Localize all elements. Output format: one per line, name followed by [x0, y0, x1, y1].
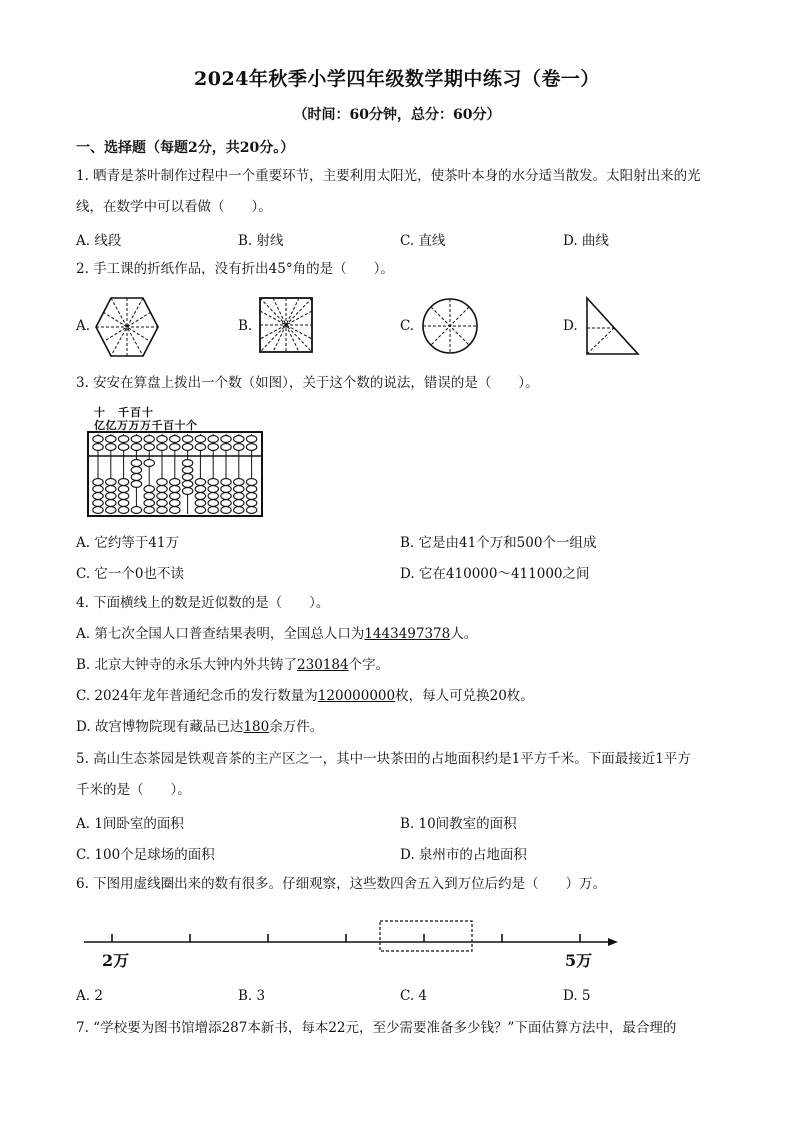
abacus-bead: [246, 444, 256, 451]
abacus-bead: [118, 444, 128, 451]
abacus-bead: [93, 493, 103, 500]
abacus-bead: [182, 436, 192, 443]
abacus-bottom-labels: 亿亿万万万千百十个: [94, 419, 198, 432]
number-line-right-label: 5万: [565, 951, 593, 970]
q3-option-c: C. 它一个0也不读: [76, 566, 185, 582]
abacus-bead: [106, 479, 116, 486]
q3-option-b: B. 它是由41个万和500个一组成: [400, 535, 597, 551]
abacus-bead: [246, 486, 256, 493]
q4-stem: 4. 下面横线上的数是近似数的是（ ）。: [76, 595, 330, 611]
abacus-bead: [195, 507, 205, 514]
abacus-bead: [131, 460, 141, 467]
abacus-bead: [208, 444, 218, 451]
q5-stem-line1: 5. 高山生态茶园是铁观音茶的主产区之一，其中一块茶田的占地面积约是1平方千米。下面最接近1平方: [76, 751, 691, 767]
q4-b-number: 230184: [297, 657, 349, 673]
abacus-bead: [106, 436, 116, 443]
number-line-figure: [80, 915, 620, 955]
q5-option-a: A. 1间卧室的面积: [76, 816, 184, 832]
abacus-bead: [221, 493, 231, 500]
q4-a-number: 1443497378: [364, 626, 451, 642]
abacus-top-labels: 十 千百十: [94, 406, 154, 419]
abacus-bead: [144, 460, 154, 467]
q6-option-d: D. 5: [563, 988, 591, 1004]
q2-stem: 2. 手工课的折纸作品，没有折出45°角的是（ ）。: [76, 261, 394, 277]
abacus-bead: [144, 444, 154, 451]
abacus-bead: [118, 486, 128, 493]
abacus-bead: [144, 507, 154, 514]
abacus-bead: [221, 507, 231, 514]
abacus-bead: [234, 507, 244, 514]
abacus-bead: [246, 500, 256, 507]
abacus-bead: [195, 493, 205, 500]
q4-option-a: A. 第七次全国人口普查结果表明，全国总人口为1443497378人。: [76, 626, 478, 642]
abacus-bead: [208, 500, 218, 507]
abacus-bead: [157, 493, 167, 500]
abacus-bead: [118, 479, 128, 486]
abacus-bead: [144, 436, 154, 443]
q6-option-a: A. 2: [76, 988, 103, 1004]
abacus-bead: [157, 507, 167, 514]
q1-option-d: D. 曲线: [563, 233, 609, 249]
abacus-bead: [221, 479, 231, 486]
q2-label-b: B.: [238, 318, 253, 334]
abacus-bead: [208, 436, 218, 443]
q7-stem-line1: 7. “学校要为图书馆增添287本新书，每本22元，至少需要准备多少钱？”下面估算方法中，最合理的: [76, 1020, 677, 1036]
q1-option-a: A. 线段: [76, 233, 122, 249]
q2-label-c: C.: [400, 318, 415, 334]
abacus-bead: [234, 493, 244, 500]
abacus-bead: [208, 479, 218, 486]
abacus-bead: [170, 444, 180, 451]
q2-label-d: D.: [563, 318, 578, 334]
abacus-bead: [221, 486, 231, 493]
q4-d-number: 180: [243, 719, 270, 735]
abacus-bead: [118, 507, 128, 514]
abacus-bead: [106, 507, 116, 514]
q1-option-b: B. 射线: [238, 233, 284, 249]
abacus-bead: [93, 500, 103, 507]
abacus-bead: [221, 436, 231, 443]
q6-stem: 6. 下图用虚线圈出来的数有很多。仔细观察，这些数四舍五入到万位后约是（ ）万。: [76, 876, 607, 892]
abacus-bead: [170, 479, 180, 486]
abacus-bead: [208, 507, 218, 514]
abacus-bead: [182, 481, 192, 488]
abacus-bead: [118, 493, 128, 500]
abacus-bead: [131, 444, 141, 451]
q2-label-a: A.: [76, 318, 91, 334]
abacus-bead: [157, 479, 167, 486]
number-line-left-label: 2万: [102, 951, 130, 970]
abacus-figure: [86, 430, 268, 522]
abacus-bead: [234, 479, 244, 486]
abacus-bead: [182, 444, 192, 451]
abacus-bead: [221, 500, 231, 507]
abacus-bead: [182, 460, 192, 467]
abacus-bead: [106, 444, 116, 451]
abacus-bead: [118, 500, 128, 507]
abacus-bead: [195, 479, 205, 486]
abacus-bead: [157, 444, 167, 451]
abacus-bead: [195, 436, 205, 443]
q1-option-c: C. 直线: [400, 233, 446, 249]
abacus-bead: [118, 436, 128, 443]
abacus-bead: [106, 486, 116, 493]
abacus-bead: [106, 493, 116, 500]
abacus-bead: [170, 486, 180, 493]
abacus-bead: [144, 493, 154, 500]
abacus-bead: [246, 507, 256, 514]
abacus-bead: [170, 500, 180, 507]
abacus-bead: [170, 436, 180, 443]
q6-option-b: B. 3: [238, 988, 266, 1004]
q3-option-d: D. 它在410000～411000之间: [400, 566, 590, 582]
q3-option-a: A. 它约等于41万: [76, 535, 180, 551]
abacus-bead: [182, 488, 192, 495]
abacus-bead: [106, 500, 116, 507]
q2-circle-figure: [420, 296, 480, 356]
abacus-bead: [131, 467, 141, 474]
q1-stem-line2: 线，在数学中可以看做（ ）。: [76, 199, 272, 215]
abacus-bead: [157, 436, 167, 443]
page-title: 2024年秋季小学四年级数学期中练习（卷一）: [194, 68, 600, 90]
abacus-bead: [234, 486, 244, 493]
abacus-bead: [93, 479, 103, 486]
q4-option-b: B. 北京大钟寺的永乐大钟内外共铸了230184个字。: [76, 657, 390, 673]
abacus-bead: [93, 507, 103, 514]
abacus-bead: [93, 444, 103, 451]
abacus-bead: [144, 500, 154, 507]
q5-option-d: D. 泉州市的占地面积: [400, 847, 527, 863]
q5-option-c: C. 100个足球场的面积: [76, 847, 215, 863]
abacus-bead: [208, 486, 218, 493]
q2-triangle-figure: [582, 296, 642, 358]
abacus-bead: [182, 474, 192, 481]
abacus-bead: [208, 493, 218, 500]
q4-option-c: C. 2024年龙年普通纪念币的发行数量为120000000枚，每人可兑换20枚。: [76, 688, 534, 704]
q2-hexagon-figure: [94, 296, 160, 358]
abacus-bead: [221, 444, 231, 451]
abacus-bead: [234, 444, 244, 451]
abacus-bead: [234, 436, 244, 443]
q5-option-b: B. 10间教室的面积: [400, 816, 517, 832]
abacus-bead: [234, 500, 244, 507]
abacus-bead: [246, 436, 256, 443]
q4-c-number: 120000000: [317, 688, 396, 704]
q6-option-c: C. 4: [400, 988, 428, 1004]
abacus-bead: [131, 474, 141, 481]
q2-square-figure: [258, 296, 314, 354]
abacus-bead: [131, 436, 141, 443]
q3-stem: 3. 安安在算盘上拨出一个数（如图），关于这个数的说法，错误的是（ ）。: [76, 375, 539, 391]
abacus-bead: [182, 467, 192, 474]
abacus-bead: [170, 507, 180, 514]
page-subtitle: （时间：60分钟，总分：60分）: [293, 107, 501, 123]
abacus-bead: [157, 486, 167, 493]
abacus-bead: [170, 493, 180, 500]
abacus-bead: [195, 444, 205, 451]
abacus-bead: [195, 500, 205, 507]
abacus-bead: [195, 486, 205, 493]
abacus-bead: [93, 486, 103, 493]
abacus-bead: [246, 479, 256, 486]
section-heading: 一、选择题（每题2分，共20分。）: [76, 140, 295, 156]
q1-stem-line1: 1. 晒青是茶叶制作过程中一个重要环节，主要利用太阳光，使茶叶本身的水分适当散发。太阳射出来的光: [76, 168, 701, 184]
abacus-bead: [144, 486, 154, 493]
abacus-bead: [246, 493, 256, 500]
abacus-bead: [131, 507, 141, 514]
abacus-bead: [93, 436, 103, 443]
abacus-bead: [131, 481, 141, 488]
q4-option-d: D. 故宫博物院现有藏品已达180余万件。: [76, 719, 324, 735]
abacus-bead: [157, 500, 167, 507]
q5-stem-line2: 千米的是（ ）。: [76, 782, 191, 798]
